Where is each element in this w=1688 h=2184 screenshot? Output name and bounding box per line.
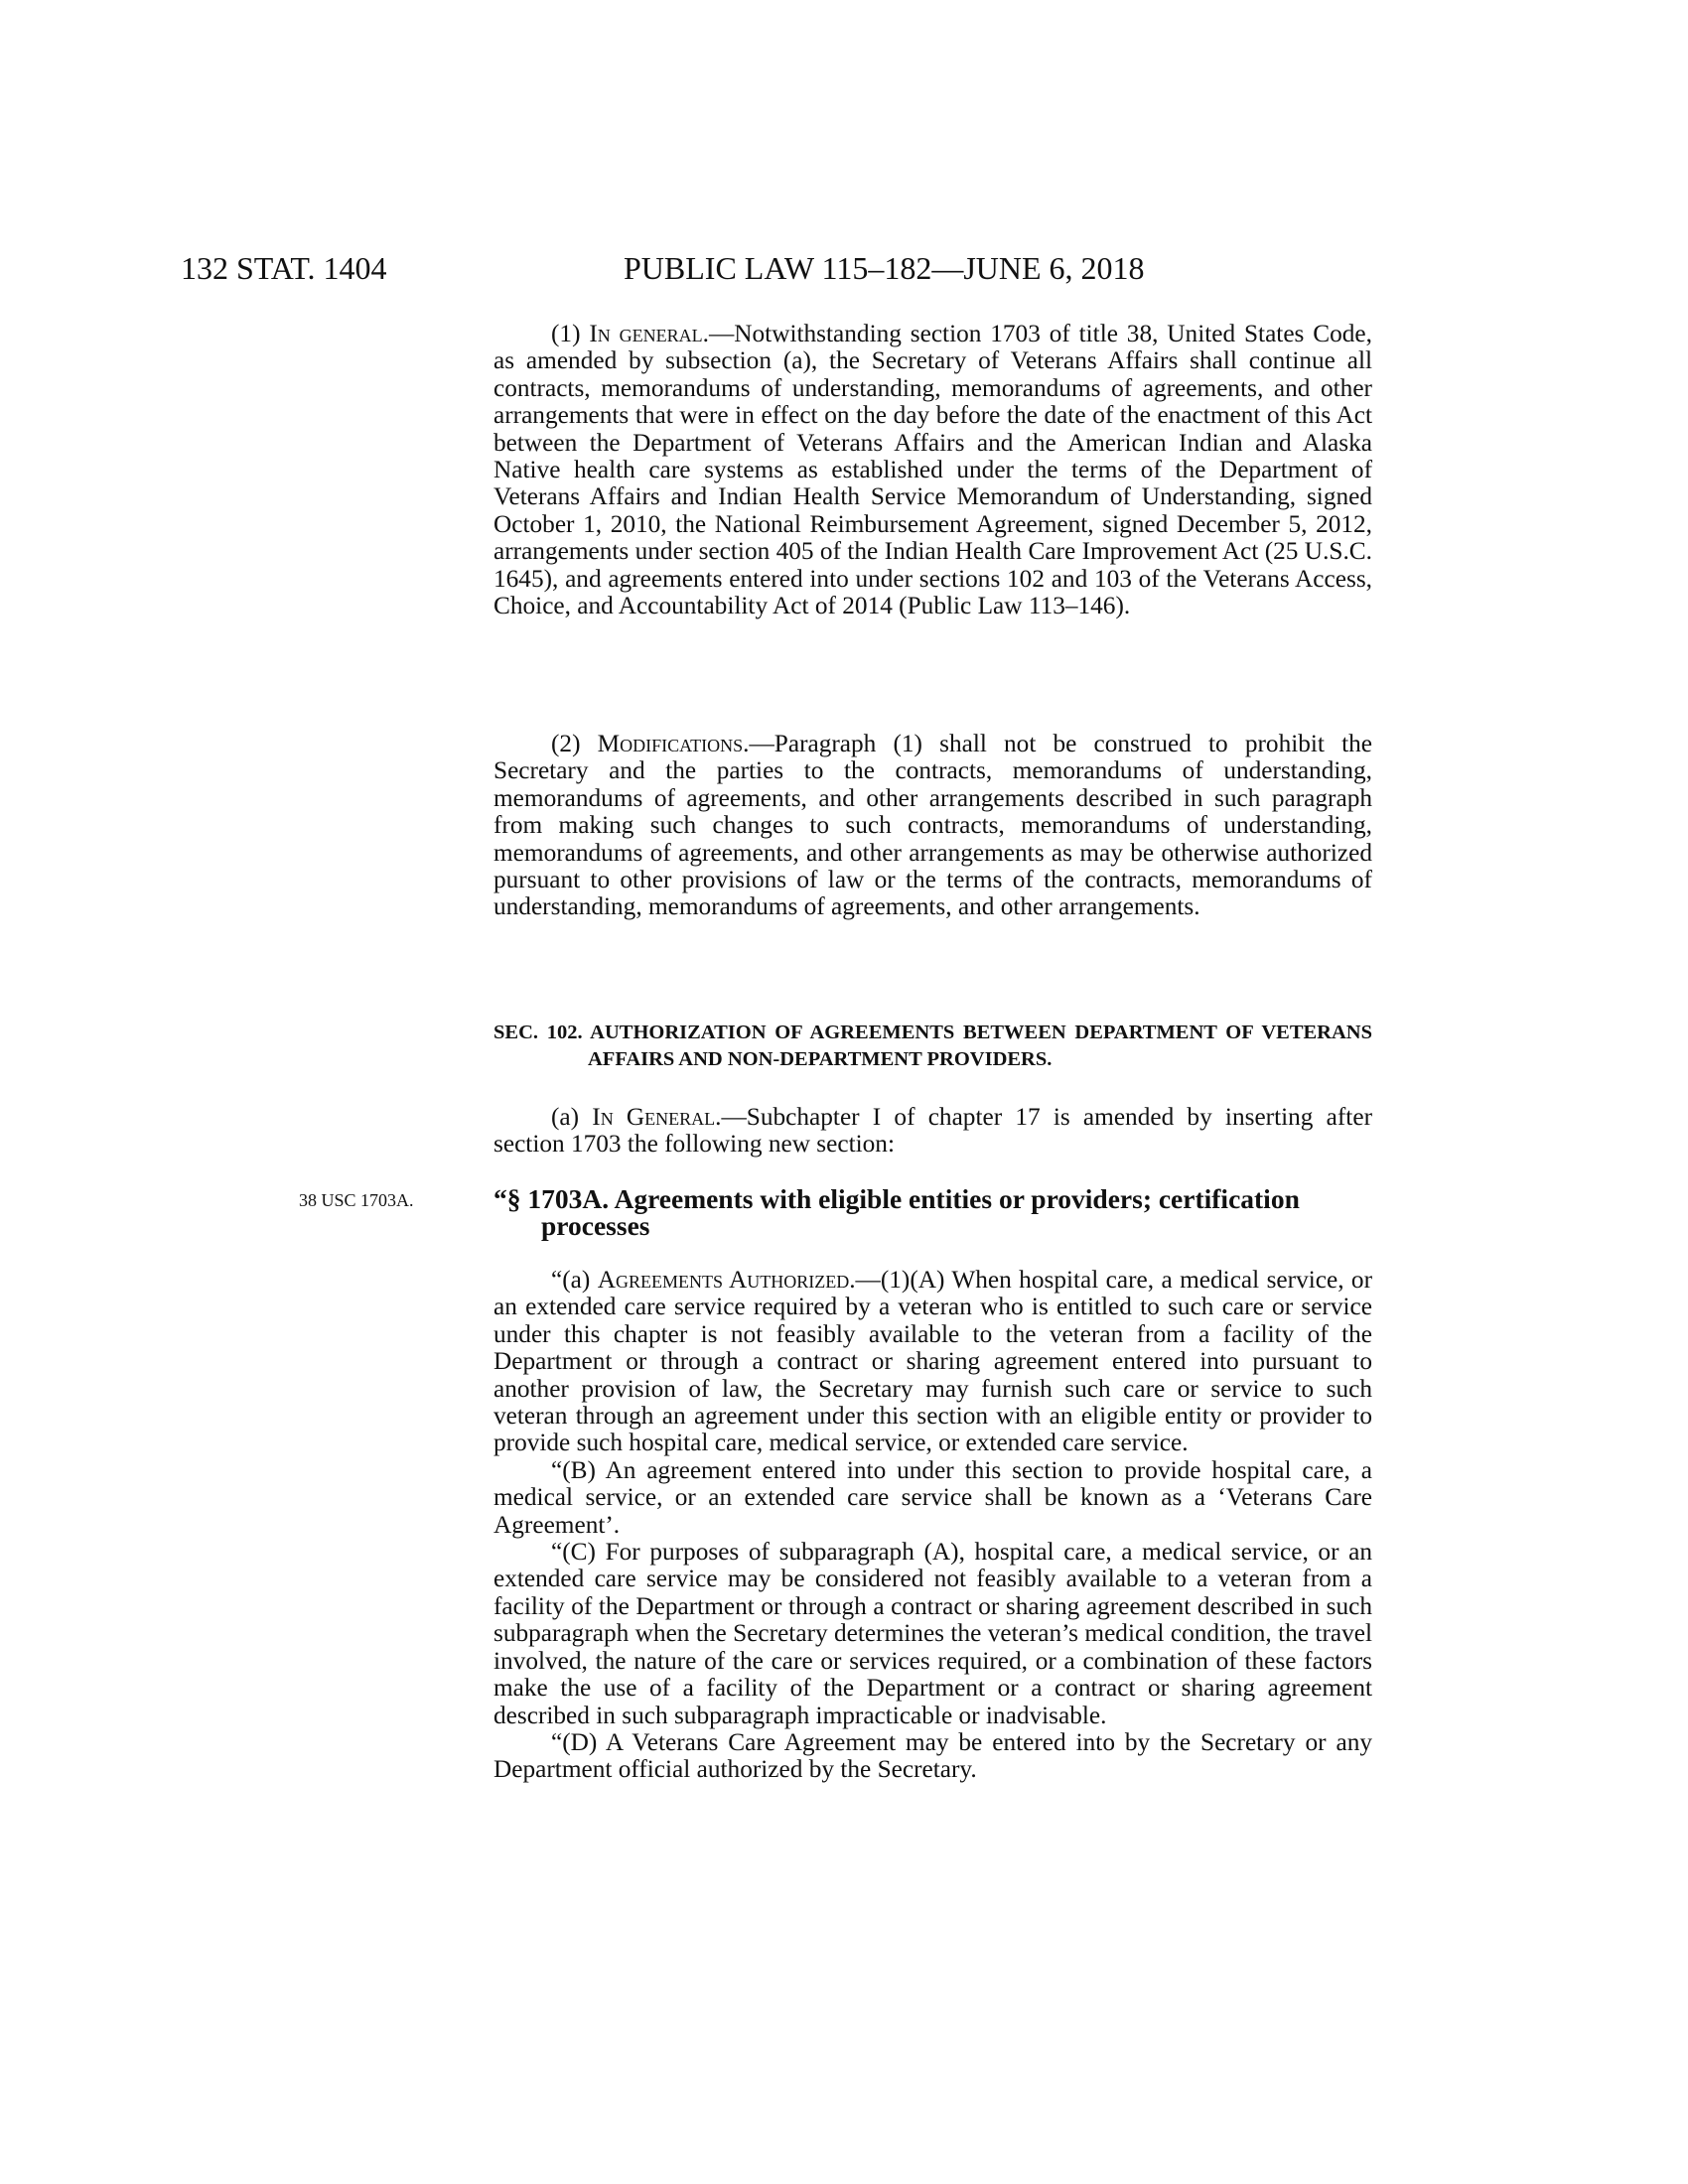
paragraph-1-heading: In general — [589, 320, 703, 347]
agreements-authorized-paragraph: “(a) Agreements Authorized.—(1)(A) When hospital care, a medical service, or an extended care service required by a veteran who is entitled to such care or service under this chapter is not feasibly available to the veteran from a facility of the Department or through a contract or sharing agreement entered into pursuant to another provision of law, the Secretary may furnish such care or service to such veteran through an agreement under this section with an eligible entity or provider to provide such hospital care, medical service, or extended care service. — [493, 1266, 1372, 1457]
paragraph-2: (2) Modifications.—Paragraph (1) shall not be construed to prohibit the Secretary and the parties to the contracts, memorandums of understanding, memorandums of agreements, and other arrangements described in such paragraph from making such changes to such contracts, memorandums of understanding, memorandums of agreements, and other arrangements as may be otherwise authorized pursuant to other provisions of law or the terms of the contracts, memorandums of understanding, memorandums of agreements, and other arrangements. — [493, 730, 1372, 921]
paragraph-1: (1) In general.—Notwithstanding section 1703 of title 38, United States Code, as amended by subsection (a), the Secretary of Veterans Affairs shall continue all contracts, memorandums of understanding, memorandums of agreements, and other arrangements that were in effect on the day before the date of the enactment of this Act between the Department of Veterans Affairs and the American Indian and Alaska Native health care systems as established under the terms of the Department of Veterans Affairs and Indian Health Service Memorandum of Understanding, signed October 1, 2010, the National Reimbursement Agreement, signed December 5, 2012, arrangements under section 405 of the Indian Health Care Improvement Act (25 U.S.C. 1645), and agreements entered into under sections 102 and 103 of the Veterans Access, Choice, and Accountability Act of 2014 (Public Law 113–146). — [493, 320, 1372, 620]
section-1703a-heading: “§ 1703A. Agreements with eligible entities or providers; certification processes — [493, 1183, 1300, 1241]
subsection-a-number: (a) — [551, 1103, 593, 1131]
paragraph-1-number: (1) — [551, 320, 590, 347]
subparagraph-c: “(C) For purposes of subparagraph (A), hospital care, a medical service, or an extended care service may be considered not feasibly available to a veteran from a facility of the Department or through a contract or sharing agreement described in such subparagraph when the Secretary determines the veteran’s medical condition, the travel involved, the nature of the care or services required, or a combination of these factors make the use of a facility of the Department or a contract or sharing agreement described in such subparagraph impracticable or inadvisable. — [493, 1538, 1372, 1729]
subsection-a-heading: In General — [592, 1103, 716, 1131]
subparagraph-b: “(B) An agreement entered into under this section to provide hospital care, a medical service, or an extended care service shall be known as a ‘Veterans Care Agreement’. — [493, 1455, 1372, 1539]
public-law-title: PUBLIC LAW 115–182—JUNE 6, 2018 — [624, 250, 1145, 286]
agreements-authorized-heading: Agreements Authorized — [597, 1266, 850, 1294]
paragraph-1-text: Notwithstanding section 1703 of title 38, United States Code, as amended by subsection (a), the Secretary of Veterans Affairs shall continue all contracts, memorandums of understanding, memorandums of agreements, and other arrangements that were in effect on the day before the date of the enactment of this Act between the Department of Veterans Affairs and the American Indian and Alaska Native health care systems as established under the terms of the Department of Veterans Affairs and Indian Health Service Memorandum of Understanding, signed October 1, 2010, the National Reimbursement Agreement, signed December 5, 2012, arrangements under section 405 of the Indian Health Care Improvement Act (25 U.S.C. 1645), and agreements entered into under sections 102 and 103 of the Veterans Access, Choice, and Accountability Act of 2014 (Public Law 113–146). — [493, 320, 1372, 620]
paragraph-2-heading: Modifications — [597, 730, 744, 757]
agreements-authorized-number: “(a) — [551, 1266, 598, 1294]
section-102-heading: SEC. 102. AUTHORIZATION OF AGREEMENTS BETWEEN DEPARTMENT OF VETERANS AFFAIRS AND NON-DEPARTMENT PROVIDERS. — [493, 1022, 1372, 1070]
statute-page-number: 132 STAT. 1404 — [181, 250, 387, 286]
paragraph-2-text: Paragraph (1) shall not be construed to prohibit the Secretary and the parties to the contracts, memorandums of understanding, memorandums of agreements, and other arrangements described in such paragraph from making such changes to such contracts, memorandums of understanding, memorandums of agreements, and other arrangements as may be otherwise authorized pursuant to other provisions of law or the terms of the contracts, memorandums of understanding, memorandums of agreements, and other arrangements. — [493, 730, 1372, 921]
section-102-subsection-a: (a) In General.—Subchapter I of chapter 17 is amended by inserting after section 1703 the following new section: — [493, 1103, 1372, 1159]
section-1703a-body — [493, 1267, 1372, 1784]
subsection-a-text: Subchapter I of chapter 17 is amended by inserting after section 1703 the following new section: — [493, 1103, 1372, 1159]
paragraph-2-number: (2) — [551, 730, 598, 757]
margin-citation: 38 USC 1703A. — [299, 1190, 414, 1210]
agreements-authorized-text: (1)(A) When hospital care, a medical service, or an extended care service required by a veteran who is entitled to such care or service under this chapter is not feasibly available to the veteran from a facility of the Department or through a contract or sharing agreement entered into pursuant to another provision of law, the Secretary may furnish such care or service to such veteran through an agreement under this section with an eligible entity or provider to provide such hospital care, medical service, or extended care service. — [493, 1266, 1372, 1457]
subparagraph-d: “(D) A Veterans Care Agreement may be entered into by the Secretary or any Department official authorized by the Secretary. — [493, 1727, 1372, 1784]
